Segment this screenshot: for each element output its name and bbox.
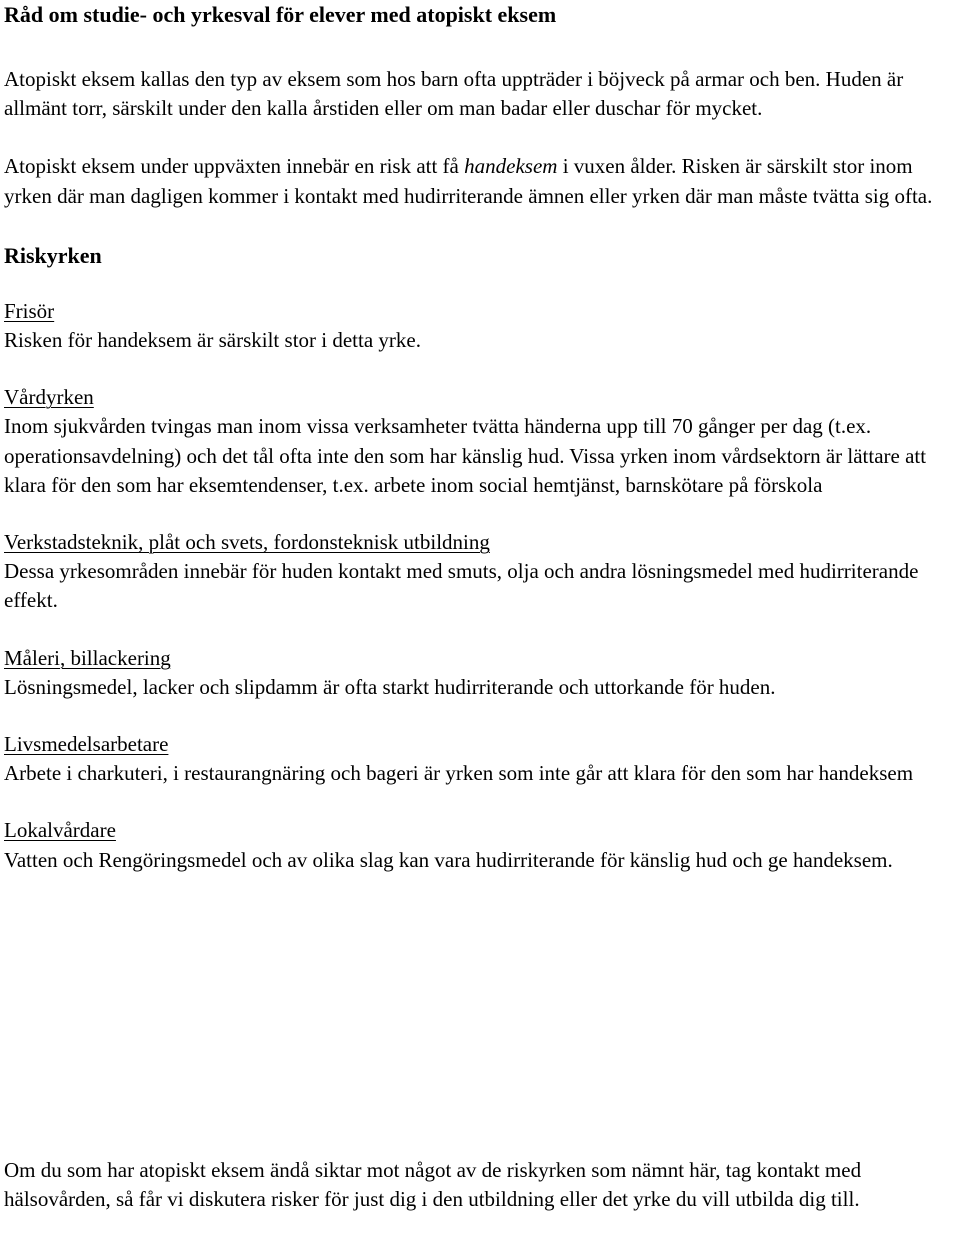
job-item bbox=[4, 816, 956, 874]
job-title: Frisör bbox=[4, 298, 55, 323]
job-item bbox=[4, 730, 956, 788]
job-description: Vatten och Rengöringsmedel och av olika slag kan vara hudirriterande för känslig hud och ge handeksem. bbox=[4, 847, 893, 872]
job-description: Arbete i charkuteri, i restaurangnäring och bageri är yrken som inte går att klara för den som har handeksem bbox=[4, 761, 914, 786]
job-description: Inom sjukvården tvingas man inom vissa verksamheter tvätta händerna upp till 70 gånger per dag (t.ex. operationsavdelning) och det tål ofta inte den som har känslig hud. Vissa yrken inom vårdsektorn är lättare att klara för den som har eksemtendenser, t.ex. arbete inom social hemtjänst, barnskötare på förskola bbox=[4, 414, 927, 497]
document-page bbox=[4, 0, 956, 1212]
section-heading: Riskyrken bbox=[4, 242, 102, 268]
intro-paragraph-1: Atopiskt eksem kallas den typ av eksem som hos barn ofta uppträder i böjveck på armar och ben. Huden är allmänt torr, särskilt under den kalla årstiden eller om man badar eller duschar för mycket. bbox=[4, 67, 904, 121]
intro-emphasis-handeksem: handeksem bbox=[464, 154, 558, 179]
job-item bbox=[4, 528, 956, 616]
closing-paragraph: Om du som har atopiskt eksem ändå siktar mot något av de riskyrken som nämnt här, tag kontakt med hälsovården, så får vi diskutera risker för just dig i den utbildning eller det yrke du vill utbilda dig till. bbox=[4, 1158, 862, 1212]
job-item bbox=[4, 383, 956, 500]
job-title: Måleri, billackering bbox=[4, 645, 171, 670]
job-title: Livsmedelsarbetare bbox=[4, 732, 169, 757]
intro-paragraph-2-end: i vuxen ålder. Risken är särskilt stor inom yrken där man dagligen kommer i kontakt med hudirriterande ämnen eller yrken där man måste tvätta sig ofta. bbox=[4, 154, 933, 208]
job-title: Lokalvårdare bbox=[4, 818, 116, 843]
job-description: Dessa yrkesområden innebär för huden kontakt med smuts, olja och andra lösningsmedel med hudirriterande effekt. bbox=[4, 559, 919, 613]
job-description: Risken för handeksem är särskilt stor i detta yrke. bbox=[4, 328, 421, 353]
job-title: Verkstadsteknik, plåt och svets, fordonsteknisk utbildning bbox=[4, 530, 490, 555]
job-description: Lösningsmedel, lacker och slipdamm är ofta starkt hudirriterande och uttorkande för huden. bbox=[4, 674, 776, 699]
job-item bbox=[4, 297, 956, 355]
job-title: Vårdyrken bbox=[4, 385, 94, 410]
document-title: Råd om studie- och yrkesval för elever med atopiskt eksem bbox=[4, 2, 557, 27]
job-item bbox=[4, 644, 956, 702]
intro-paragraph-2 bbox=[4, 152, 956, 210]
intro-paragraph-2-start: Atopiskt eksem under uppväxten innebär en risk att få bbox=[4, 154, 465, 179]
